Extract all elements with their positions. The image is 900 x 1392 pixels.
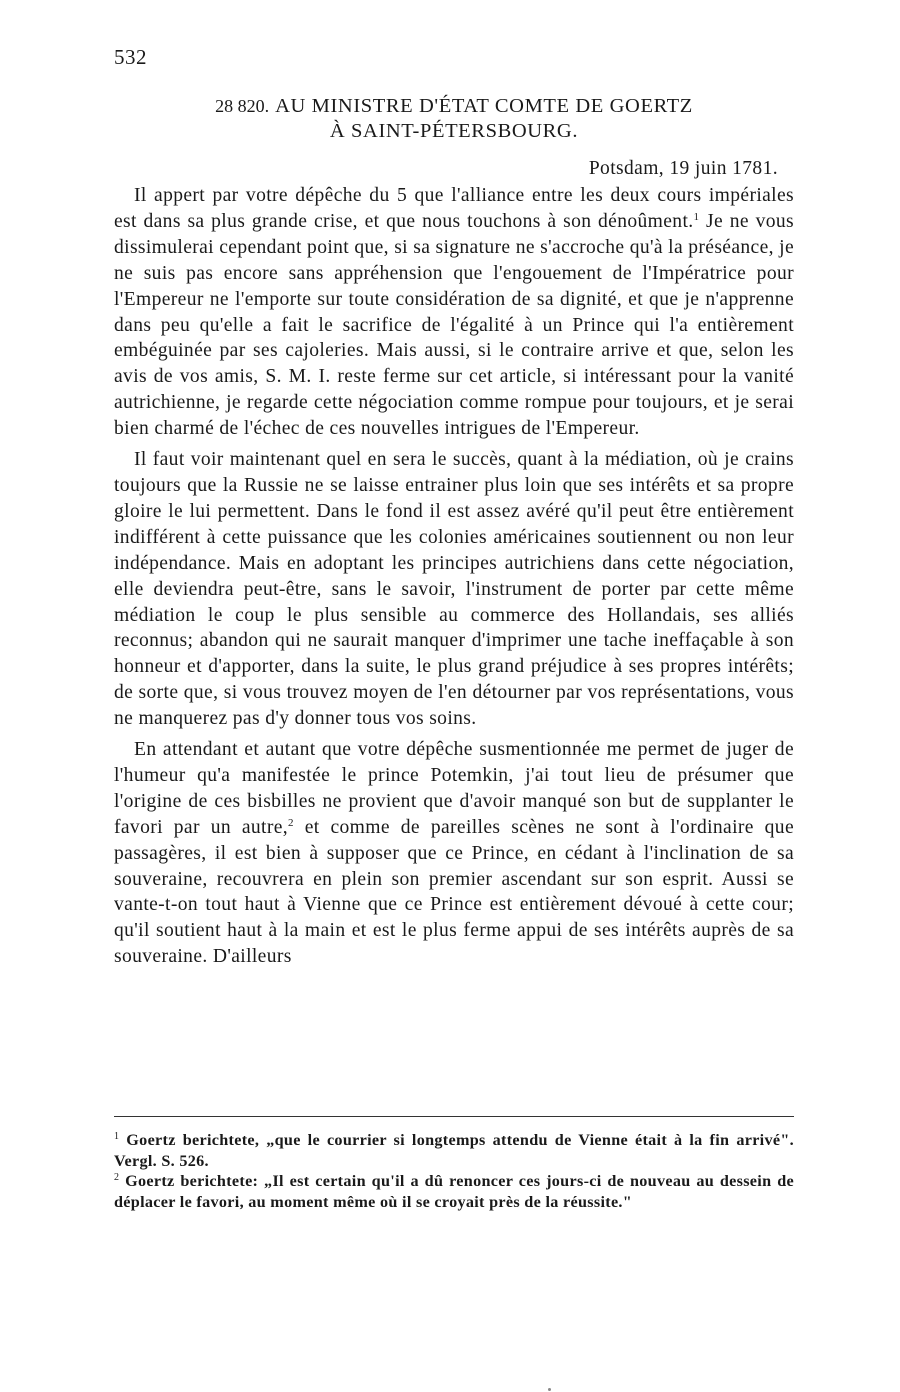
- page-number: 532: [114, 45, 147, 69]
- paragraph-3-text-a: En attendant et autant que votre dépêche susmentionnée me permet de juger de l'humeur qu'a manifestée le prince Potemkin, j'ai tout lieu de présumer que l'origine de ces bisbilles ne provient que d'avoir manqué son but de supplanter le favori par un autre,: [114, 739, 794, 838]
- heading-line-1: [114, 94, 794, 119]
- footnote-1-text: Goertz berichtete, „que le courrier si longtemps attendu de Vienne était à la fin arrivé". Vergl. S. 526.: [114, 1131, 794, 1170]
- heading-line-2: À SAINT-PÉTERSBOURG.: [329, 120, 579, 142]
- paragraph-1-text-a: Il appert par votre dépêche du 5 que l'alliance entre les deux cours impériales est dans sa plus grande crise, et que nous touchons à son dénoûment.: [114, 185, 794, 232]
- footnote-2-text: Goertz berichtete: „Il est certain qu'il a dû renoncer ces jours-ci de nouveau au dessein de déplacer le favori, au moment même où il se croyait près de la réussite.": [114, 1172, 794, 1211]
- paragraph-3-text-b: et comme de pareilles scènes ne sont à l'ordinaire que passagères, il est bien à supposer que ce Prince, en cédant à l'inclination de sa souveraine, recouvrera en plein son premier ascendant sur son esprit. Aussi se vante-t-on tout haut à Vienne que ce Prince est entièrement dévoué à cette cour; qu'il soutient haut à la main et est le plus ferme appui de ses intérêts auprès de sa souveraine. D'ailleurs: [114, 816, 794, 968]
- paragraph-2: Il faut voir maintenant quel en sera le succès, quant à la médiation, où je crains toujours que la Russie ne se laisse entrainer plus loin que ses intérêts et sa propre gloire le lui permettent. Dans le fond il est assez avéré qu'il peut être entièrement indifférent à cette puissance que les colonies américaines soutiennent ou non leur indépendance. Mais en adoptant les principes autrichiens dans cette négociation, elle deviendra peut-être, sans le savoir, l'instrument de porter par cette même médiation le coup le plus sensible au commerce des Hollandais, ses alliés reconnus; abandon qui ne saurait manquer d'imprimer une tache ineffaçable à son honneur et d'apporter, dans la suite, le plus grand préjudice à ses propres intérêts; de sorte que, si vous trouvez moyen de l'en détourner par vos représentations, vous ne manquerez pas d'y donner tous vos soins.: [114, 449, 794, 730]
- paragraph-1: [114, 183, 794, 442]
- footnote-ref-1: 1: [693, 210, 700, 223]
- paragraph-3: [114, 737, 794, 970]
- document-page: [114, 0, 794, 1392]
- footnote-1: [114, 1130, 794, 1171]
- footnote-divider: [114, 1116, 794, 1117]
- letter-body: [114, 183, 794, 975]
- scan-speck: [548, 1388, 551, 1391]
- letter-number: 28 820.: [215, 96, 270, 116]
- footnote-marker-2: 2: [114, 1172, 120, 1183]
- footnote-ref-2: 2: [288, 816, 294, 829]
- heading-recipient: AU MINISTRE D'ÉTAT COMTE DE GOERTZ: [275, 95, 693, 117]
- letter-heading: [114, 94, 794, 144]
- footnote-2: [114, 1171, 794, 1212]
- paragraph-1-text-b: Je ne vous dissimulerai cependant point que, si sa signature ne s'accroche qu'à la préséance, je ne suis pas encore sans appréhension que l'engouement de l'Impératrice pour l'Empereur ne l'emporte sur toute considération de sa dignité, et que je n'apprenne dans peu qu'elle a fait le sacrifice de l'égalité à un Prince qui l'a entièrement embéguinée par ses cajoleries. Mais aussi, si le contraire arrive et que, selon les avis de vos amis, S. M. I. reste ferme sur cet article, si intéressant pour la vanité autrichienne, je regarde cette négociation comme rompue pour toujours, et je serai bien charmé de l'échec de ces nouvelles intrigues de l'Empereur.: [114, 210, 794, 440]
- footnote-marker-1: 1: [114, 1131, 120, 1142]
- dateline: Potsdam, 19 juin 1781.: [588, 158, 778, 179]
- footnotes: [114, 1130, 794, 1212]
